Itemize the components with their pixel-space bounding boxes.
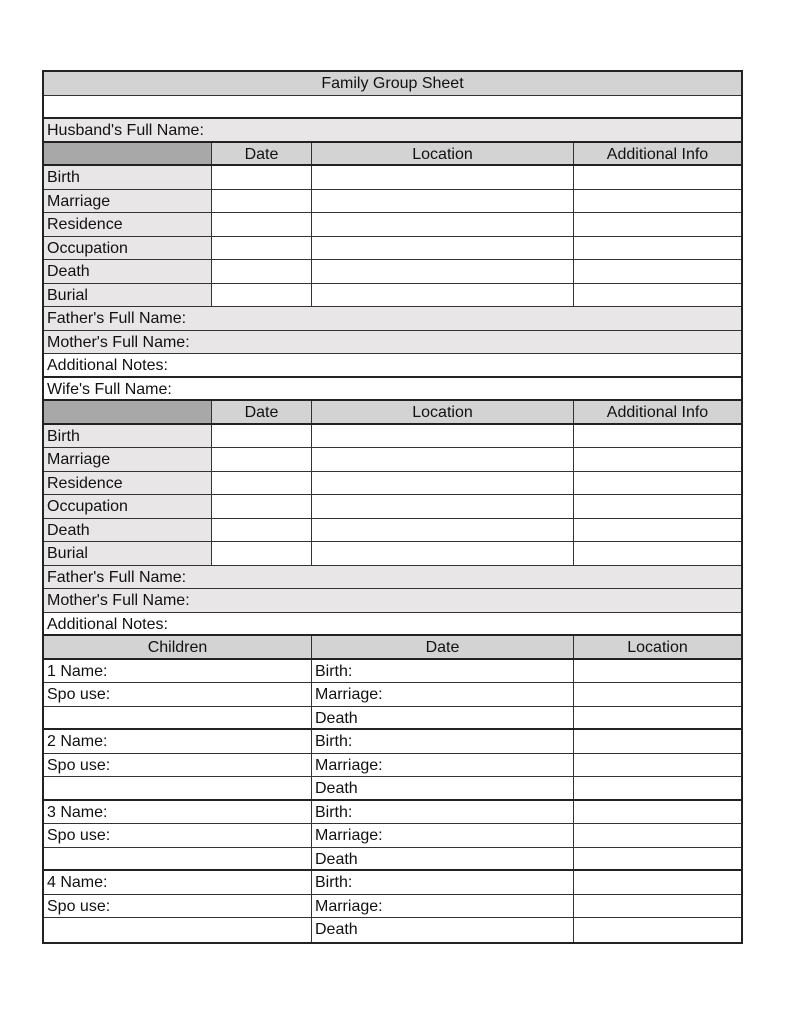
wife-event-header <box>44 401 741 425</box>
event-row <box>44 213 741 237</box>
event-label: Death <box>44 260 212 283</box>
child-blank-field[interactable] <box>44 848 312 870</box>
date-field[interactable] <box>212 213 312 236</box>
child-name-label[interactable]: 3 Name: <box>44 801 312 824</box>
event-row <box>44 519 741 543</box>
info-field[interactable] <box>574 213 741 236</box>
date-field[interactable] <box>212 472 312 495</box>
child-row <box>44 660 741 684</box>
event-label: Marriage <box>44 190 212 213</box>
title-row <box>44 72 741 96</box>
child-death-label[interactable]: Death <box>312 777 574 799</box>
date-field[interactable] <box>212 190 312 213</box>
child-location-field[interactable] <box>574 918 741 942</box>
child-marriage-label[interactable]: Marriage: <box>312 824 574 847</box>
child-name-label[interactable]: 4 Name: <box>44 871 312 894</box>
event-label: Marriage <box>44 448 212 471</box>
child-name-label[interactable]: 1 Name: <box>44 660 312 683</box>
date-field[interactable] <box>212 166 312 189</box>
event-label: Residence <box>44 213 212 236</box>
blank-field[interactable] <box>44 96 741 118</box>
info-field[interactable] <box>574 542 741 565</box>
child-location-field[interactable] <box>574 824 741 847</box>
child-row <box>44 848 741 872</box>
event-row <box>44 166 741 190</box>
child-location-field[interactable] <box>574 895 741 918</box>
child-row <box>44 895 741 919</box>
event-row <box>44 284 741 308</box>
child-marriage-label[interactable]: Marriage: <box>312 754 574 777</box>
event-label: Birth <box>44 166 212 189</box>
child-death-label[interactable]: Death <box>312 848 574 870</box>
event-row <box>44 542 741 566</box>
info-field[interactable] <box>574 260 741 283</box>
child-birth-label[interactable]: Birth: <box>312 801 574 824</box>
husband-event-header <box>44 143 741 167</box>
child-location-field[interactable] <box>574 683 741 706</box>
child-spouse-label[interactable]: Spo use: <box>44 683 312 706</box>
child-death-label[interactable]: Death <box>312 707 574 729</box>
father-name-label[interactable]: Father's Full Name: <box>47 310 187 327</box>
notes-label[interactable]: Additional Notes: <box>47 615 168 633</box>
child-spouse-label[interactable]: Spo use: <box>44 895 312 918</box>
wife-notes-row <box>44 613 741 637</box>
info-field[interactable] <box>574 237 741 260</box>
child-location-field[interactable] <box>574 660 741 683</box>
wife-name-label[interactable]: Wife's Full Name: <box>47 380 172 398</box>
family-group-sheet <box>42 70 743 944</box>
info-field[interactable] <box>574 495 741 518</box>
child-row <box>44 707 741 731</box>
date-header: Date <box>212 401 312 423</box>
husband-name-row <box>44 119 741 143</box>
father-name-label[interactable]: Father's Full Name: <box>47 568 187 586</box>
date-field[interactable] <box>212 237 312 260</box>
child-birth-label[interactable]: Birth: <box>312 871 574 894</box>
child-block-4 <box>44 871 741 942</box>
info-field[interactable] <box>574 284 741 307</box>
wife-mother-row <box>44 589 741 613</box>
child-location-field[interactable] <box>574 754 741 777</box>
child-location-field[interactable] <box>574 730 741 753</box>
event-row <box>44 260 741 284</box>
location-field[interactable] <box>312 213 574 236</box>
info-field[interactable] <box>574 166 741 189</box>
child-row <box>44 918 741 942</box>
info-field[interactable] <box>574 519 741 542</box>
child-marriage-label[interactable]: Marriage: <box>312 683 574 706</box>
location-field[interactable] <box>312 166 574 189</box>
children-header-label: Children <box>44 636 312 658</box>
child-location-header: Location <box>627 639 688 656</box>
child-name-label[interactable]: 2 Name: <box>44 730 312 753</box>
date-field[interactable] <box>212 542 312 565</box>
event-header-blank <box>44 401 212 423</box>
child-row <box>44 730 741 754</box>
child-location-field[interactable] <box>574 848 741 870</box>
child-row <box>44 754 741 778</box>
event-label: Death <box>44 519 212 542</box>
additional-info-header: Additional Info <box>606 145 709 163</box>
date-field[interactable] <box>212 495 312 518</box>
date-field[interactable] <box>212 260 312 283</box>
location-field[interactable] <box>312 190 574 213</box>
location-field[interactable] <box>312 284 574 307</box>
blank-row <box>44 96 741 120</box>
location-field[interactable] <box>312 472 574 495</box>
child-row <box>44 871 741 895</box>
child-blank-field[interactable] <box>44 777 312 799</box>
location-header: Location <box>312 143 574 165</box>
event-row <box>44 237 741 261</box>
date-header: Date <box>212 143 312 165</box>
page-title: Family Group Sheet <box>321 75 464 92</box>
event-label: Birth <box>44 425 212 448</box>
date-field[interactable] <box>212 448 312 471</box>
child-block-2 <box>44 730 741 801</box>
event-label: Burial <box>44 542 212 565</box>
location-header: Location <box>312 401 574 423</box>
event-label: Occupation <box>44 495 212 518</box>
event-label: Occupation <box>44 237 212 260</box>
info-field[interactable] <box>574 425 741 448</box>
child-date-header: Date <box>312 636 574 658</box>
additional-info-header: Additional Info <box>606 404 709 421</box>
husband-events <box>44 166 741 307</box>
husband-father-row <box>44 307 741 331</box>
wife-events <box>44 425 741 566</box>
child-location-field[interactable] <box>574 777 741 799</box>
child-blank-field[interactable] <box>44 707 312 729</box>
event-label: Residence <box>44 472 212 495</box>
notes-label[interactable]: Additional Notes: <box>47 357 168 374</box>
child-spouse-label[interactable]: Spo use: <box>44 824 312 847</box>
child-block-3 <box>44 801 741 872</box>
event-label: Burial <box>44 284 212 307</box>
husband-mother-row <box>44 331 741 355</box>
location-field[interactable] <box>312 495 574 518</box>
child-location-field[interactable] <box>574 801 741 824</box>
child-row <box>44 824 741 848</box>
event-header-blank <box>44 143 212 165</box>
event-row <box>44 495 741 519</box>
child-location-field[interactable] <box>574 871 741 894</box>
child-birth-label[interactable]: Birth: <box>312 730 574 753</box>
wife-name-row <box>44 378 741 402</box>
location-field[interactable] <box>312 519 574 542</box>
info-field[interactable] <box>574 472 741 495</box>
location-field[interactable] <box>312 260 574 283</box>
event-row <box>44 472 741 496</box>
child-row <box>44 683 741 707</box>
child-blank-field[interactable] <box>44 918 312 942</box>
date-field[interactable] <box>212 425 312 448</box>
date-field[interactable] <box>212 519 312 542</box>
child-spouse-label[interactable]: Spo use: <box>44 754 312 777</box>
child-row <box>44 801 741 825</box>
location-field[interactable] <box>312 448 574 471</box>
wife-father-row <box>44 566 741 590</box>
event-row <box>44 190 741 214</box>
child-death-label[interactable]: Death <box>312 918 574 942</box>
husband-notes-row <box>44 354 741 378</box>
info-field[interactable] <box>574 190 741 213</box>
child-marriage-label[interactable]: Marriage: <box>312 895 574 918</box>
children-header <box>44 636 741 660</box>
child-row <box>44 777 741 801</box>
child-block-1 <box>44 660 741 731</box>
event-row <box>44 448 741 472</box>
mother-name-label[interactable]: Mother's Full Name: <box>47 592 190 609</box>
child-birth-label[interactable]: Birth: <box>312 660 574 683</box>
date-field[interactable] <box>212 284 312 307</box>
location-field[interactable] <box>312 542 574 565</box>
location-field[interactable] <box>312 237 574 260</box>
location-field[interactable] <box>312 425 574 448</box>
child-location-field[interactable] <box>574 707 741 729</box>
mother-name-label[interactable]: Mother's Full Name: <box>47 333 190 351</box>
event-row <box>44 425 741 449</box>
info-field[interactable] <box>574 448 741 471</box>
husband-name-label[interactable]: Husband's Full Name: <box>47 122 204 139</box>
